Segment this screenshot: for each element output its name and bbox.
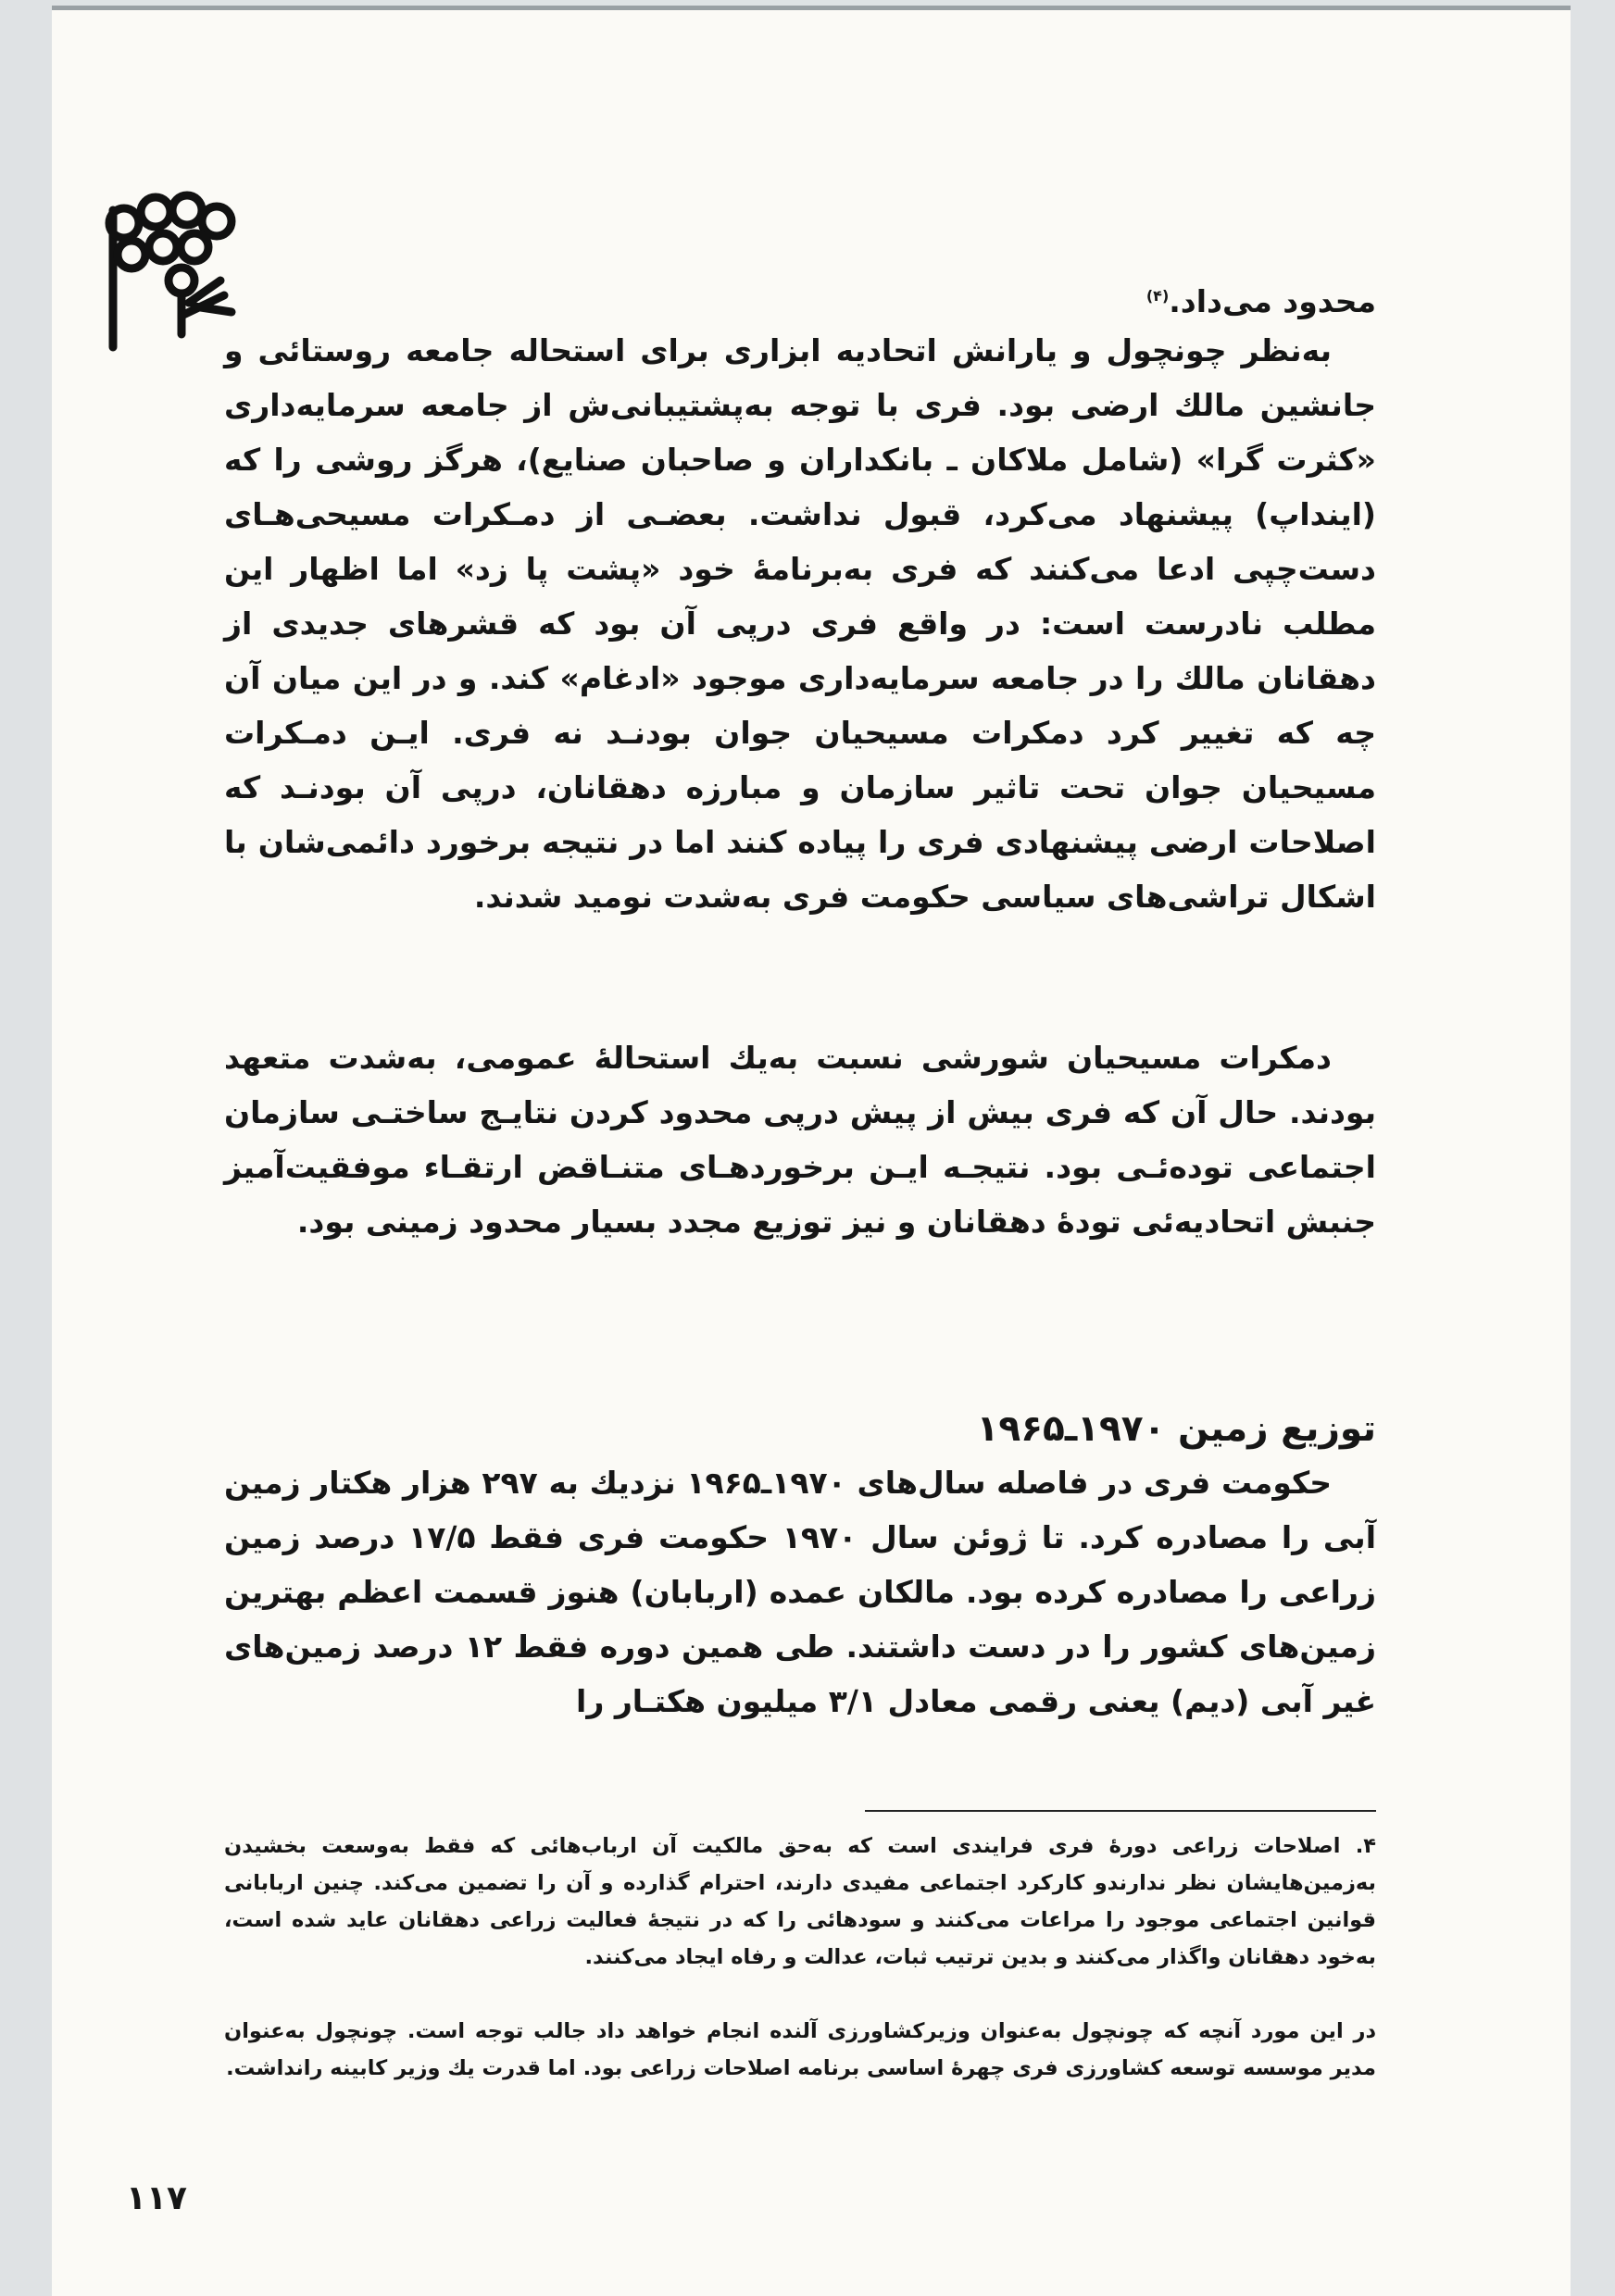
page-number: ۱۱۷ <box>126 2179 187 2217</box>
paragraph-3-text: حکومت فری در فاصله سال‌های ۱۹۷۰ـ۱۹۶۵ نزدیك به ۲۹۷ هزار هکتار زمین آبی را مصادره کرد. تا ژوئن سال ۱۹۷۰ حکومت فری فقط ۱۷/۵ درصد زمین زراعی را مصادره کرده بود. مالکان عمده (اربابان) هنوز قسمت اعظم بهترین زمین‌های کشور را در دست داشتند. طی همین دوره فقط ۱۲ درصد زمین‌های غیر آبی (دیم) یعنی رقمی معادل ۳/۱ میلیون هکتـار را <box>224 1465 1376 1719</box>
paragraph-1 <box>224 323 1376 924</box>
paragraph-3 <box>224 1455 1376 1728</box>
footnote-divider <box>865 1810 1376 1812</box>
opening-line-text: محدود می‌داد. <box>1169 283 1376 319</box>
book-page <box>52 6 1571 2296</box>
footnote-4: ۴. اصلاحات زراعی دورهٔ فری فرایندی است که به‌حق مالکیت آن ارباب‌هائی که فقط به‌وسعت بخشیدن به‌زمین‌هایشان نظر ندارند‌و کارکرد اجتماعی مفیدی دارند، احترام گذارده و آن را تضمین می‌کند. چنین اربابانی قوانین اجتماعی موجود را مراعات می‌کنند و سودهائی را که در نتیجهٔ فعالیت زراعی دهقانان عاید شده است، به‌خود دهقانان واگذار می‌کنند و بدین ترتیب ثبات، عدالت و رفاه ایجاد می‌کنند. <box>224 1834 1376 1969</box>
paragraph-2 <box>224 1030 1376 1249</box>
footnote-ref-4: (۴) <box>1146 287 1170 305</box>
paragraph-2-text: دمکرات مسیحیان شورشی نسبت به‌یك استحالهٔ عمومی، به‌شدت متعهد بودند. حال آن که فری بیش از پیش درپی محدود کردن نتایـج ساختـی سازمان اجتماعی توده‌ئـی بود. نتیجـه ایـن برخوردهـای متنـاقض ارتقـاء موفقیت‌آمیز جنبش اتحادیه‌ئی تودهٔ دهقانان و نیز توزیع مجدد بسیار محدود زمینی بود. <box>224 1040 1376 1240</box>
section-heading: توزیع زمین ۱۹۷۰ـ۱۹۶۵ <box>976 1408 1376 1450</box>
top-edge-line <box>52 6 1571 10</box>
paragraph-1-text: به‌نظر چونچول و یارانش اتحادیه ابزاری برای استحاله جامعه روستائی و جانشین مالك ارضی بود. فری با توجه به‌پشتیبانی‌ش از جامعه سرمایه‌داری «کثرت گرا» (شامل ملاکان ـ بانکداران و صاحبان صنایع)، هرگز روشی را که (اینداپ) پیشنهاد می‌کرد، قبول نداشت. بعضـی از دمـکرات مسیحی‌هـای دست‌چپی ادعا می‌کنند که فری به‌برنامهٔ خود «پشت پا زد» اما اظهار این مطلب نادرست است: در واقع فری درپی آن بود که قشرهای جدیدی از دهقانان مالك را در جامعه سرمایه‌داری موجود «ادغام» کند. و در این میان آن چه که تغییر کرد دمکرات مسیحیان جوان بودنـد نه فری. ایـن دمـکرات مسیحیان جوان تحت تاثیر سازمان و مبارزه دهقانان، درپی آن بودنـد که اصلاحات ارضی پیشنهادی فری را پیاده کنند اما در نتیجه برخورد دائمی‌شان با اشکال تراشی‌های سیاسی حکومت فری به‌شدت نومید شدند. <box>224 332 1376 915</box>
opening-line <box>224 268 1376 329</box>
footnote-continuation: در این مورد آنچه که چونچول به‌عنوان وزیرکشاورزی آلنده انجام خواهد داد جالب توجه است. چونچول به‌عنوان مدیر موسسه توسعه کشاورزی فری چهرهٔ اساسی برنامه اصلاحات زراعی بود. اما قدرت یك وزیر کابینه رانداشت. <box>224 2019 1376 2080</box>
